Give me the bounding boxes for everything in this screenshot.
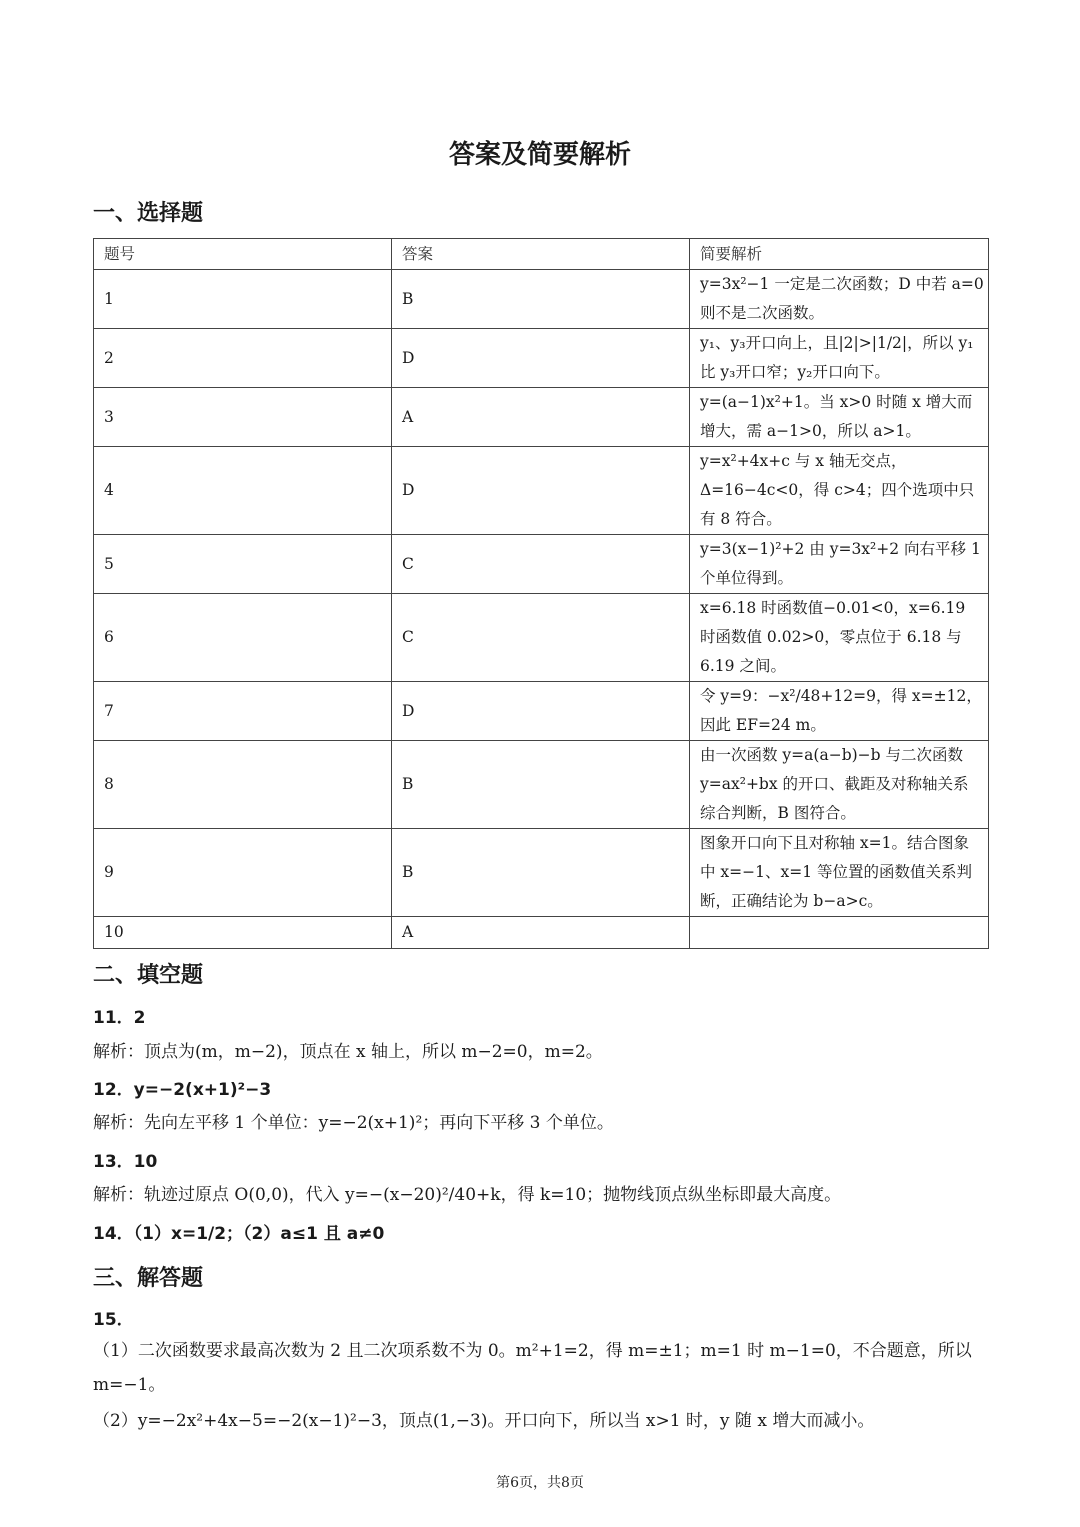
table-row <box>94 329 989 388</box>
question-13-explanation: 解析：轨迹过原点 O(0,0)，代入 y=−(x−20)²/40+k，得 k=10；抛物线顶点纵坐标即最大高度。 <box>93 1185 842 1205</box>
question-12-explanation: 解析：先向左平移 1 个单位：y=−2(x+1)²；再向下平移 3 个单位。 <box>93 1113 614 1133</box>
question-number: 8 <box>94 741 392 829</box>
table-row <box>94 388 989 447</box>
explanation: y=x²+4x+c 与 x 轴无交点，Δ=16−4c<0，得 c>4；四个选项中只有 8 符合。 <box>690 447 989 535</box>
question-number: 6 <box>94 594 392 682</box>
question-13-answer: 13．10 <box>93 1152 158 1172</box>
explanation <box>690 917 989 949</box>
section-heading-fill-blank: 二、填空题 <box>93 963 204 988</box>
question-number: 7 <box>94 682 392 741</box>
explanation: y=3x²−1 一定是二次函数；D 中若 a=0 则不是二次函数。 <box>690 270 989 329</box>
question-15-part-2: （2）y=−2x²+4x−5=−2(x−1)²−3，顶点(1,−3)。开口向下，所以当 x>1 时，y 随 x 增大而减小。 <box>93 1411 875 1431</box>
answer-letter: D <box>392 682 690 741</box>
explanation: 令 y=9：−x²/48+12=9，得 x=±12，因此 EF=24 m。 <box>690 682 989 741</box>
answer-table <box>93 238 989 949</box>
column-header: 题号 <box>94 239 392 270</box>
explanation: x=6.18 时函数值−0.01<0，x=6.19 时函数值 0.02>0，零点位于 6.18 与 6.19 之间。 <box>690 594 989 682</box>
question-number: 5 <box>94 535 392 594</box>
page-title: 答案及简要解析 <box>448 140 631 170</box>
section-heading-choice: 一、选择题 <box>93 201 204 226</box>
answer-letter: B <box>392 270 690 329</box>
explanation: 由一次函数 y=a(a−b)−b 与二次函数 y=ax²+bx 的开口、截距及对称轴关系综合判断，B 图符合。 <box>690 741 989 829</box>
explanation: y=3(x−1)²+2 由 y=3x²+2 向右平移 1 个单位得到。 <box>690 535 989 594</box>
question-14-answer: 14．（1）x=1/2；（2）a≤1 且 a≠0 <box>93 1224 385 1244</box>
table-row <box>94 535 989 594</box>
section-heading-solutions: 三、解答题 <box>93 1266 204 1291</box>
table-row <box>94 594 989 682</box>
answer-letter: A <box>392 917 690 949</box>
answer-letter: B <box>392 829 690 917</box>
table-row <box>94 270 989 329</box>
question-number: 10 <box>94 917 392 949</box>
answer-letter: A <box>392 388 690 447</box>
question-number: 3 <box>94 388 392 447</box>
answer-letter: B <box>392 741 690 829</box>
answer-letter: D <box>392 329 690 388</box>
question-11-answer: 11．2 <box>93 1008 146 1028</box>
question-number: 2 <box>94 329 392 388</box>
table-row <box>94 917 989 949</box>
table-row <box>94 447 989 535</box>
table-row <box>94 829 989 917</box>
page-footer: 第6页，共8页 <box>496 1475 584 1491</box>
question-15-label: 15． <box>93 1310 134 1330</box>
question-11-explanation: 解析：顶点为(m，m−2)，顶点在 x 轴上，所以 m−2=0，m=2。 <box>93 1042 603 1062</box>
table-header-row <box>94 239 989 270</box>
column-header: 简要解析 <box>690 239 989 270</box>
explanation: 图象开口向下且对称轴 x=1。结合图象中 x=−1、x=1 等位置的函数值关系判断，正确结论为 b−a>c。 <box>690 829 989 917</box>
column-header: 答案 <box>392 239 690 270</box>
question-number: 4 <box>94 447 392 535</box>
question-12-answer: 12．y=−2(x+1)²−3 <box>93 1080 272 1100</box>
explanation: y=(a−1)x²+1。当 x>0 时随 x 增大而增大，需 a−1>0，所以 a>1。 <box>690 388 989 447</box>
explanation: y₁、y₃开口向上，且|2|>|1/2|，所以 y₁比 y₃开口窄；y₂开口向下。 <box>690 329 989 388</box>
question-number: 1 <box>94 270 392 329</box>
table-row <box>94 741 989 829</box>
answer-letter: C <box>392 594 690 682</box>
question-number: 9 <box>94 829 392 917</box>
answer-letter: D <box>392 447 690 535</box>
table-row <box>94 682 989 741</box>
question-15-part-1: （1）二次函数要求最高次数为 2 且二次项系数不为 0。m²+1=2，得 m=±1；m=1 时 m−1=0，不合题意，所以 m=−1。 <box>93 1341 972 1395</box>
answer-letter: C <box>392 535 690 594</box>
